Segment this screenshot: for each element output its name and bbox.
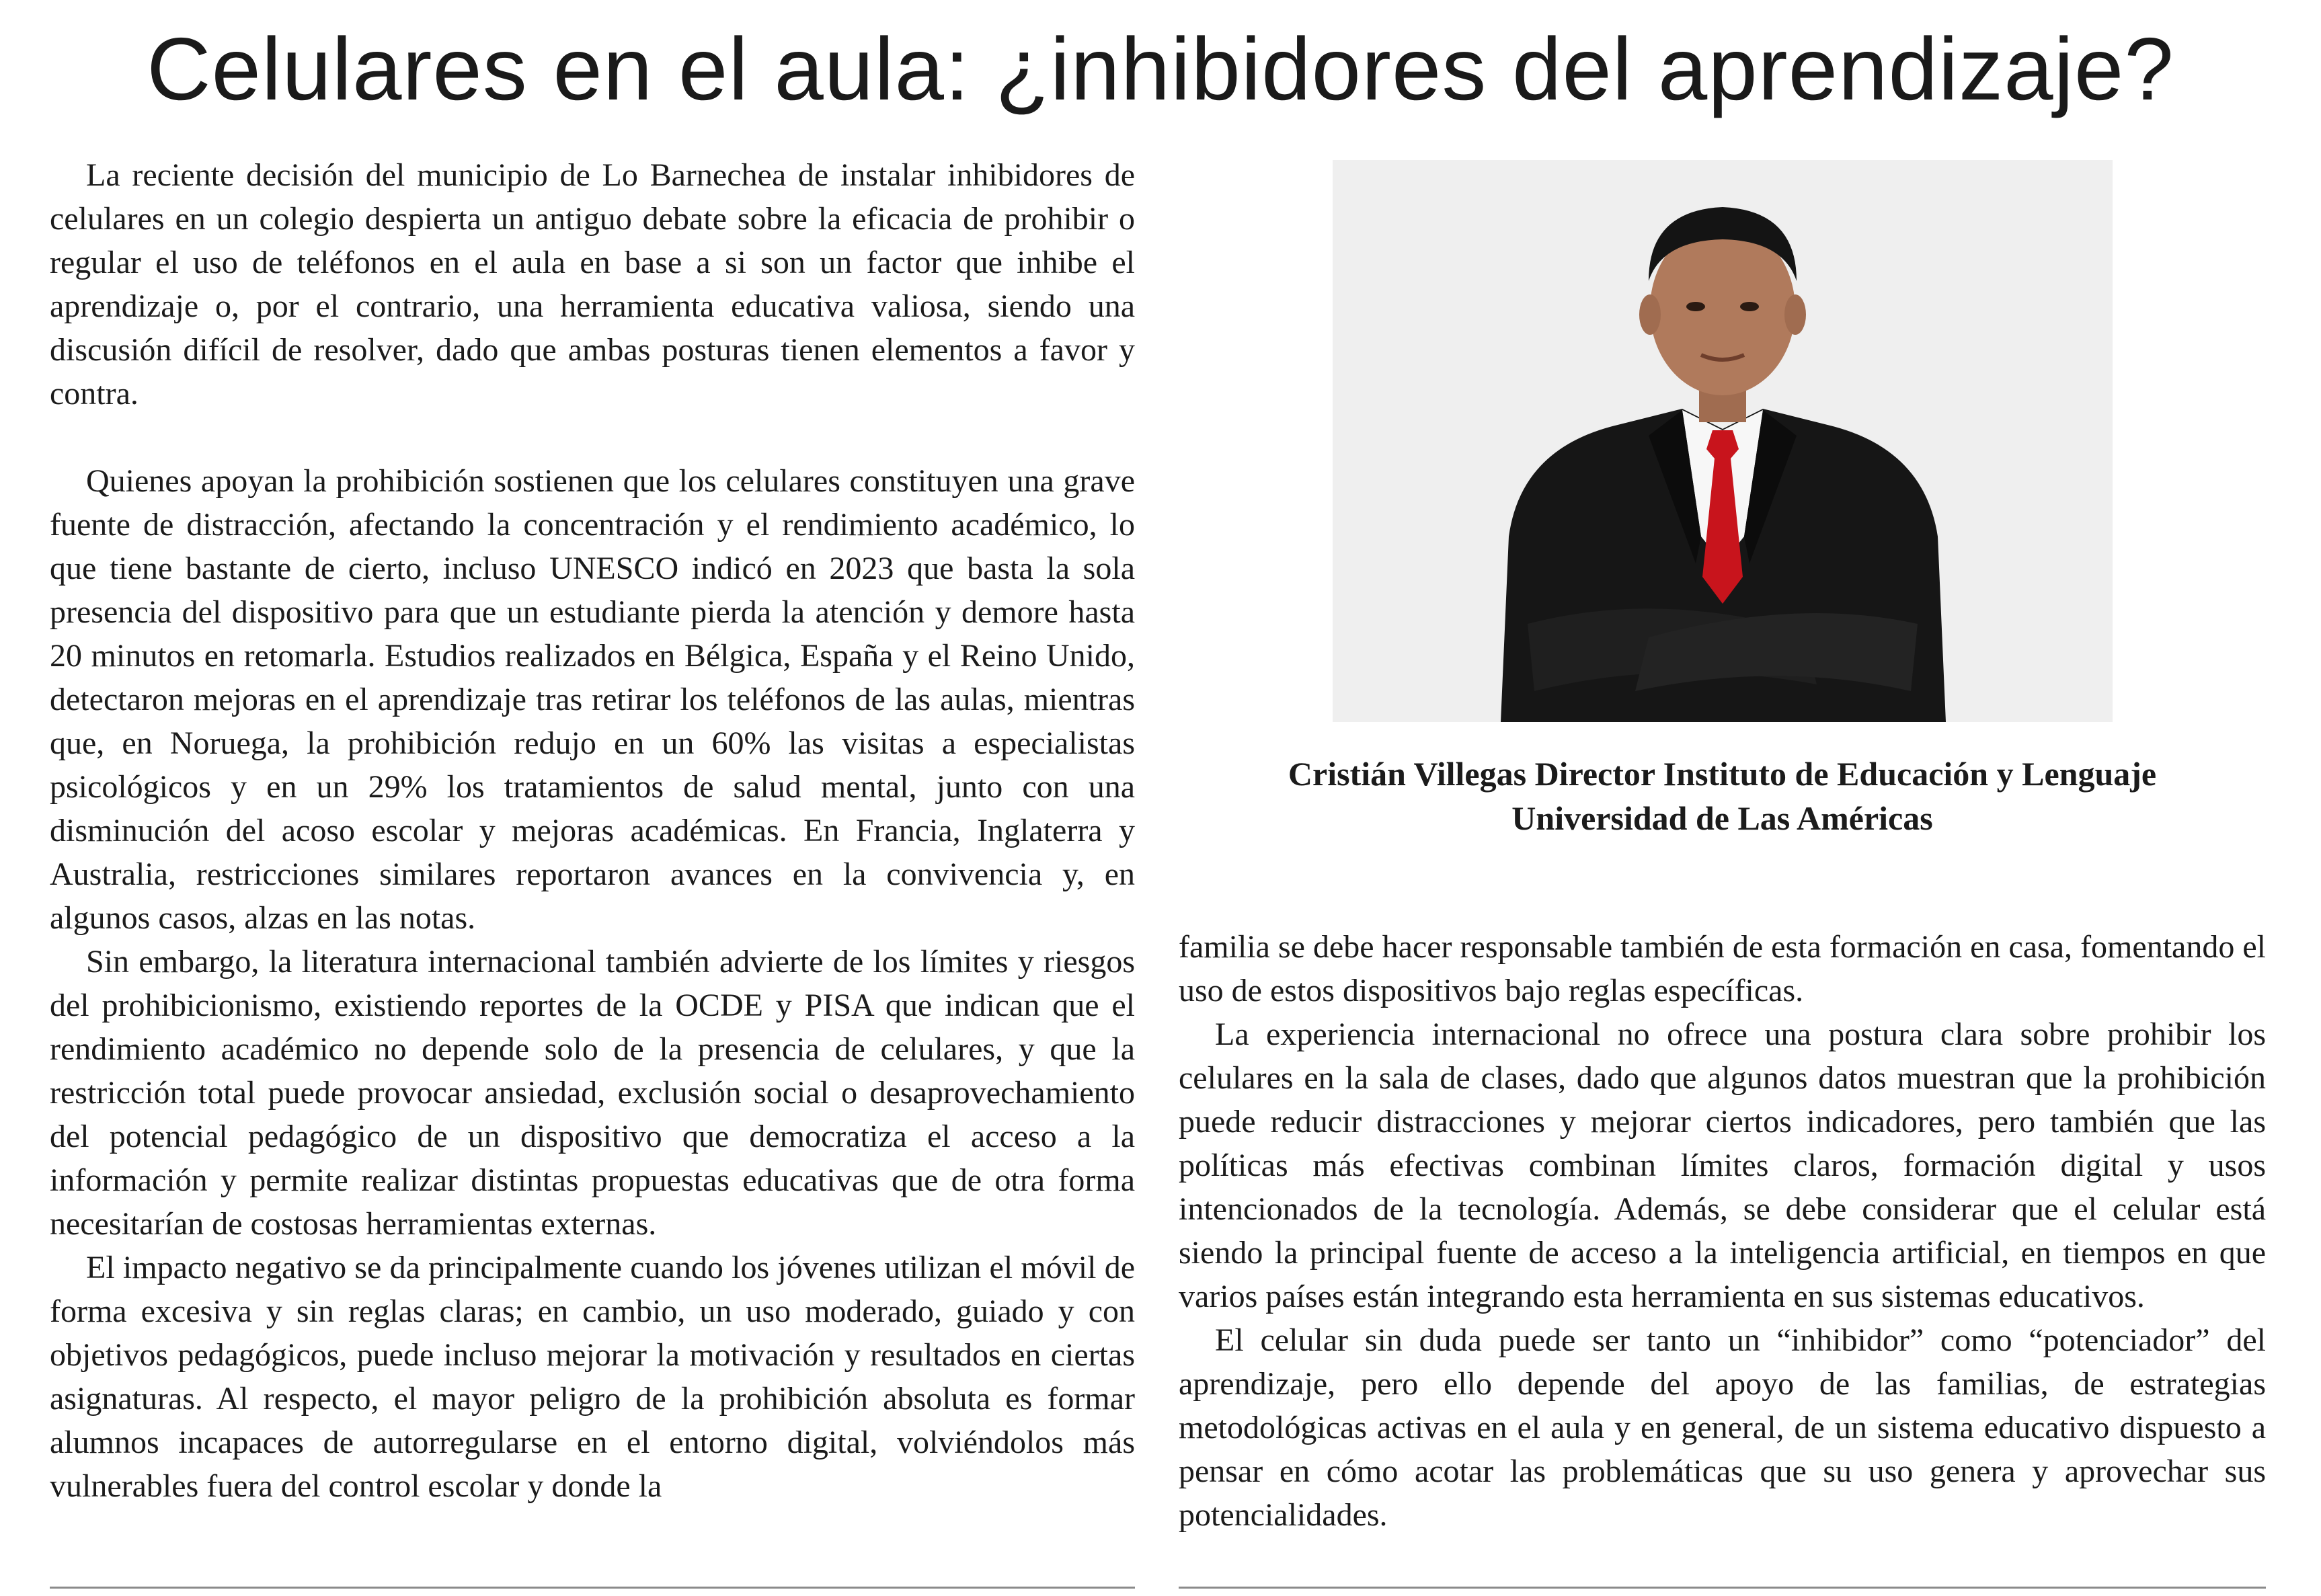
paragraph: Quienes apoyan la prohibición sostienen que los celulares constituyen una grave fuente de distracción, afectando la concentración y el rendimiento académico, lo que tiene bastante de cierto, incluso UNESCO indicó en 2023 que basta la sola presencia del dispositivo para que un estudiante pierda la atención y demore hasta 20 minutos en retomarla. Estudios realizados en Bélgica, España y el Reino Unido, detectaron mejoras en el aprendizaje tras retirar los teléfonos de las aulas, mientras que, en Noruega, la prohibición redujo en un 60% las visitas a especialistas psicológicos y en un 29% los tratamientos de salud mental, junto con una disminución del acoso escolar y mejoras académicas. En Francia, Inglaterra y Australia, restricciones similares reportaron avances en la convivencia y, en algunos casos, alzas en las notas. [50,463,1135,936]
author-portrait-illustration [1333,160,2113,722]
bottom-rule [1179,1587,2266,1589]
caption-line: Cristián Villegas Director Instituto de Educación y Lenguaje [1288,755,2157,793]
caption-line: Universidad de Las Américas [1511,799,1933,837]
paragraph: La reciente decisión del municipio de Lo Barnechea de instalar inhibidores de celulares en un colegio despierta un antiguo debate sobre la eficacia de prohibir o regular el uso de teléfonos en el aula en base a si son un factor que inhibe el aprendizaje o, por el contrario, una herramienta educativa valiosa, siendo una discusión difícil de resolver, dado que ambas posturas tienen elementos a favor y contra. [50,157,1135,411]
bottom-rule [50,1587,1135,1589]
paragraph: Sin embargo, la literatura internacional también advierte de los límites y riesgos del prohibicionismo, existiendo reportes de la OCDE y PISA que indican que el rendimiento académico no depende solo de la presencia de celulares, y que la restricción total puede provocar ansiedad, exclusión social o desaprovechamiento del potencial pedagógico de un dispositivo que democratiza el acceso a la información y permite realizar distintas propuestas educativas que de otra forma necesitarían de costosas herramientas externas. [50,944,1135,1242]
paragraph: La experiencia internacional no ofrece una postura clara sobre prohibir los celulares en la sala de clases, dado que algunos datos muestran que la prohibición puede reducir distracciones y mejorar ciertos indicadores, pero también que las políticas más efectivas combinan límites claros, formación digital y usos intencionados de la tecnología. Además, se debe considerar que el celular está siendo la principal fuente de acceso a la inteligencia artificial, en tiempos en que varios países están integrando esta herramienta en sus sistemas educativos. [1179,1016,2266,1314]
photo-caption [1179,752,2266,840]
left-column [50,153,1135,1585]
paragraph: El impacto negativo se da principalmente cuando los jóvenes utilizan el móvil de forma excesiva y sin reglas claras; en cambio, un uso moderado, guiado y con objetivos pedagógicos, puede incluso mejorar la motivación y resultados en ciertas asignaturas. Al respecto, el mayor peligro de la prohibición absoluta es formar alumnos incapaces de autorregularse en el entorno digital, volviéndolos más vulnerables fuera del control escolar y donde la [50,1250,1135,1504]
article-headline: Celulares en el aula: ¿inhibidores del aprendizaje? [147,19,2174,118]
author-photo [1333,160,2113,722]
paragraph: familia se debe hacer responsable también de esta formación en casa, fomentando el uso de estos dispositivos bajo reglas específicas. [1179,929,2266,1008]
right-column [1179,925,2266,1591]
paragraph: El celular sin duda puede ser tanto un “inhibidor” como “potenciador” del aprendizaje, pero ello depende del apoyo de las familias, de estrategias metodológicas activas en el aula y en general, de un sistema educativo dispuesto a pensar en cómo acotar las problemáticas que su uso genera y aprovechar sus potencialidades. [1179,1322,2266,1533]
